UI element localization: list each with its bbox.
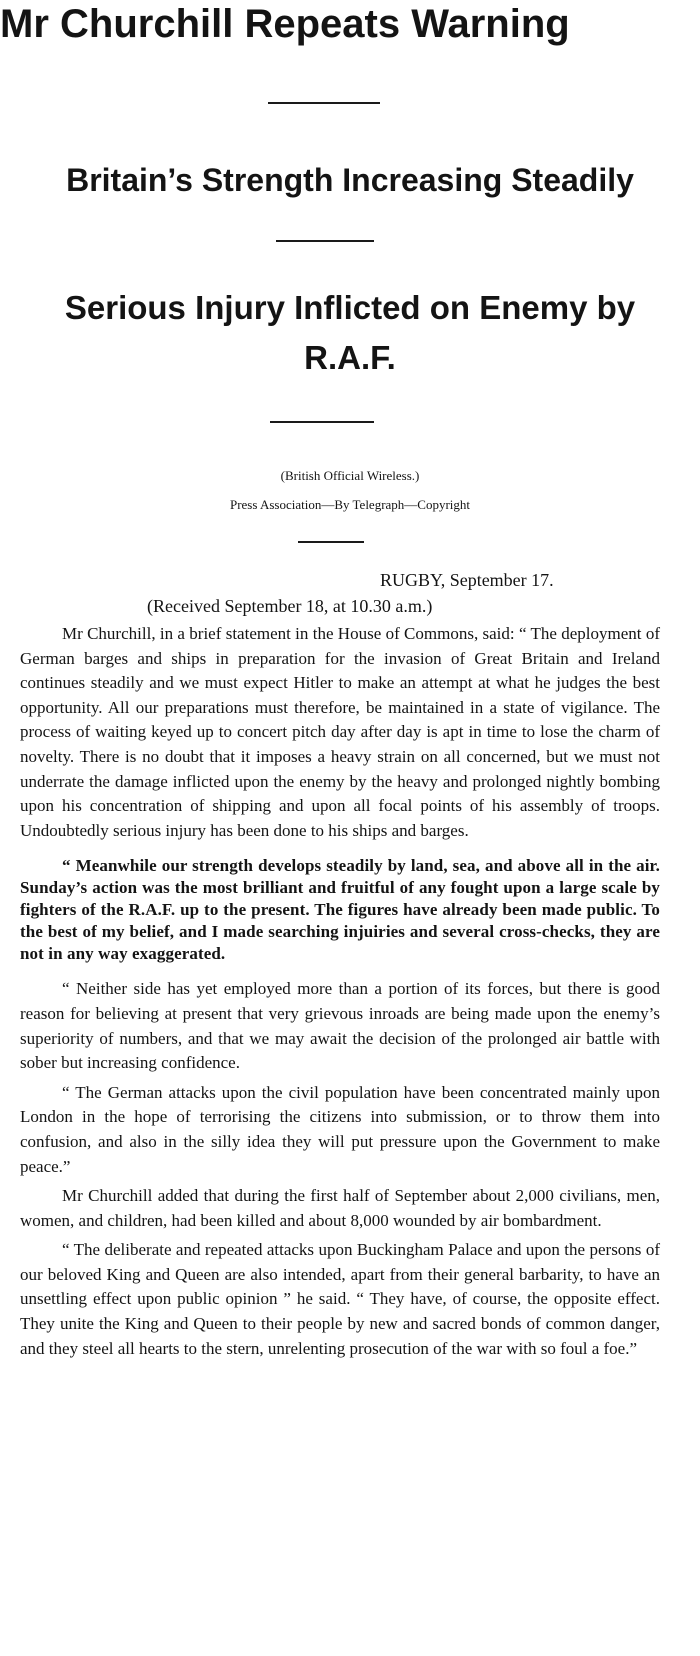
headline-rule-1 (268, 102, 380, 104)
paragraph: “ The deliberate and repeated attacks upon Buckingham Palace and upon the persons of our beloved King and Queen are also intended, apart from their general barbarity, to have an unsettling effect upon public opinion ” he said. “ They have, of course, the opposite effect. They unite the King and Queen to their people by new and sacred bonds of common danger, and they steel all hearts to the stern, unrelenting prosecution of the war with so foul a foe.” (20, 1240, 660, 1358)
headline: Mr Churchill Repeats Warning (0, 2, 570, 46)
article-body (20, 622, 660, 1366)
paragraph: Mr Churchill added that during the first half of September about 2,000 civilians, men, women, and children, had been killed and about 8,000 wounded by air bombardment. (20, 1186, 660, 1230)
received-time: (Received September 18, at 10.30 a.m.) (147, 596, 433, 616)
paragraph: “ Neither side has yet employed more than a portion of its forces, but there is good reason for believing at present that very grievous inroads are being made upon the enemy’s superiority of numbers, and that we may await the decision of the prolonged air battle with sober but increasing confidence. (20, 979, 660, 1073)
headline-rule-2 (276, 240, 374, 242)
paragraph-bold: “ Meanwhile our strength develops steadily by land, sea, and above all in the air. Sunday’s action was the most brilliant and fruitful of any fought upon a large scale by fighters of the R.A.F. up to the present. The figures have already been made public. To the best of my belief, and I made searching injuiries and several cross-checks, they are not in any way exaggerated. (20, 856, 660, 964)
byline-rule (298, 541, 364, 543)
credit-line-press-association: Press Association—By Telegraph—Copyright (229, 497, 471, 512)
headline-rule-3 (270, 421, 374, 423)
paragraph: “ The German attacks upon the civil population have been concentrated mainly upon London in the hope of terrorising the citizens into submission, or to throw them into confusion, and also in the silly idea they will put pressure upon the Government to make peace.” (20, 1082, 660, 1176)
credit-line-wireless: (British Official Wireless.) (280, 468, 420, 483)
paragraph: Mr Churchill, in a brief statement in the House of Commons, said: “ The deployment of German barges and ships in preparation for the invasion of Great Britain and Ireland continues steadily and we must expect Hitler to make an attempt at what he judges the best opportunity. All our preparations must therefore, be maintained in a state of vigilance. The process of waiting keyed up to concert pitch day after day is apt in time to lose the charm of novelty. There is no doubt that it imposes a heavy strain on all concerned, but we must not underrate the damage inflicted upon the enemy by the heavy and prolonged nightly bombing upon his concentration of shipping and upon all focal points of his assembly of troops. Undoubtedly serious injury has been done to his ships and barges. (20, 624, 660, 840)
dateline: RUGBY, September 17. (380, 570, 554, 590)
subheadline: Britain’s Strength Increasing Steadily (66, 162, 634, 198)
deck-headline: Serious Injury Inflicted on Enemy by R.A.F. (64, 289, 636, 376)
